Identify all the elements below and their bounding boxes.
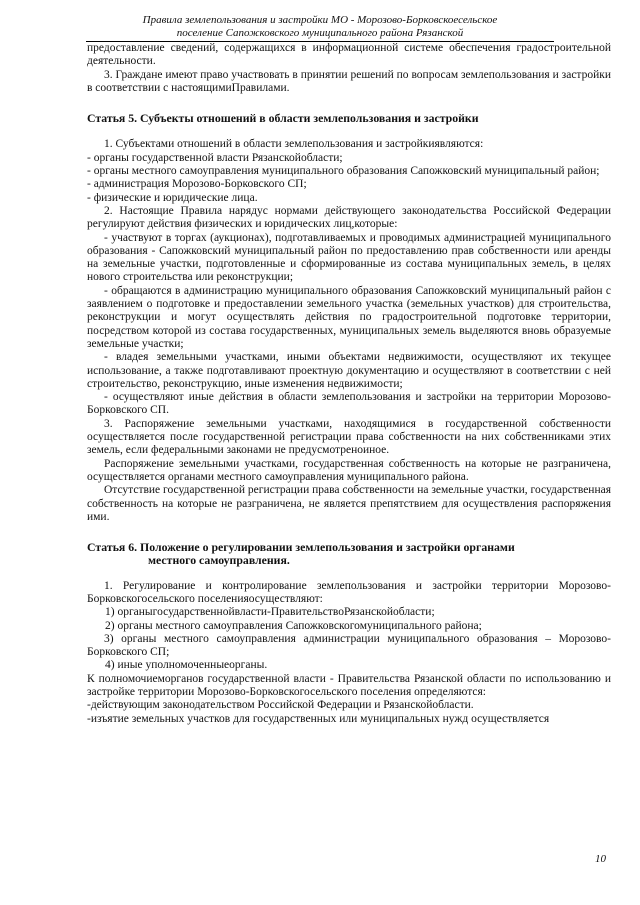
list-item: -изъятие земельных участков для государственных или муниципальных нужд осуществляется xyxy=(87,712,550,725)
list-item: - физические и юридические лица. xyxy=(87,191,258,204)
paragraph: 3. Распоряжение земельными участками, находящимися в государственной собственности осуществляется после государственной регистрации права собственности на них собственниками этих земель, если федеральными законами не предусмотреноиное. xyxy=(87,417,611,457)
article-6-heading-line1: Статья 6. Положение о регулировании землепользования и застройки органами xyxy=(87,540,515,555)
article-6-heading-line2: местного самоуправления. xyxy=(148,553,290,568)
list-item: 1) органыгосударственнойвласти-ПравительствоРязанскойобласти; xyxy=(105,606,435,619)
paragraph: 3. Граждане имеют право участвовать в принятии решений по вопросам землепользования и застройки в соответствии с настоящимиПравилами. xyxy=(87,68,611,94)
paragraph: 2. Настоящие Правила нарядус нормами действующего законодательства Российской Федерации регулируют действия физических и юридических лиц,которые: xyxy=(87,204,611,231)
list-item: 2) органы местного самоуправления Сапожковскогомуниципального района; xyxy=(105,619,482,632)
list-item: - участвуют в торгах (аукционах), подготавливаемых и проводимых администрацией муниципального образования - Сапожковский муниципальный район по предоставлению прав собственности или аренды на земельные участки, подготовленные и сформированные из состава муниципальных земель, в целях нового строительства или реконструкции; xyxy=(87,231,611,284)
article-5-heading: Статья 5. Субъекты отношений в области землепользования и застройки xyxy=(87,111,479,126)
running-header-line2: поселение Сапожковского муниципального района Рязанской xyxy=(176,27,464,39)
list-item: - владея земельными участками, иными объектами недвижимости, осуществляют их текущее использование, а также подготавливают проектную документацию и осуществляют в соответствии с ней строительство, реконструкцию, иные изменения недвижимости; xyxy=(87,351,611,390)
list-item: - администрация Морозово-Борковского СП; xyxy=(87,178,307,191)
list-item: - осуществляют иные действия в области землепользования и застройки на территории Морозово-Борковского СП. xyxy=(87,391,611,417)
page-number: 10 xyxy=(595,853,606,865)
list-item: - органы местного самоуправления муниципального образования Сапожковский муниципальный район; xyxy=(87,165,600,178)
list-item: - обращаются в администрацию муниципального образования Сапожковский муниципальный район с заявлением о подготовке и предоставлении земельного участка (земельных участков) для строительства, реконструкции и могут осуществлять действия по градостроительной подготовке территории, посредством которой из состава государственных, муниципальных земель выделяются вновь образуемые земельные участки; xyxy=(87,284,611,350)
list-item: 3) органы местного самоуправления администрации муниципального образования – Морозово-Борковского СП; xyxy=(87,632,611,659)
paragraph: предоставление сведений, содержащихся в информационной системе обеспечения градостроительной деятельности. xyxy=(87,42,611,68)
paragraph: Распоряжение земельными участками, государственная собственность на которые не разграничена, осуществляется органами местного самоуправления муниципального района. xyxy=(87,457,611,483)
paragraph: 1. Регулирование и контролирование землепользования и застройки территории Морозово-Борковскогосельского поселенияосуществляют: xyxy=(87,579,611,605)
list-item: -действующим законодательством Российской Федерации и Рязанскойобласти. xyxy=(87,699,474,712)
paragraph: К полномочиеморганов государственной власти - Правительства Рязанской области по использованию и застройке территории Морозово-Борковскогосельского поселения определяются: xyxy=(87,672,611,699)
document-body xyxy=(87,42,611,726)
running-header-line1: Правила землепользования и застройки МО - Морозово-Борковскоесельское xyxy=(142,14,498,26)
paragraph: 1. Субъектами отношений в области землепользования и застройкиявляются: xyxy=(104,138,484,151)
list-item: - органы государственной власти Рязанскойобласти; xyxy=(87,151,343,164)
paragraph: Отсутствие государственной регистрации права собственности на земельные участки, государственная собственность на которые не разграничена, не является препятствием для осуществления распоряжения ими. xyxy=(87,484,611,523)
list-item: 4) иные уполномоченныеорганы. xyxy=(105,659,268,672)
